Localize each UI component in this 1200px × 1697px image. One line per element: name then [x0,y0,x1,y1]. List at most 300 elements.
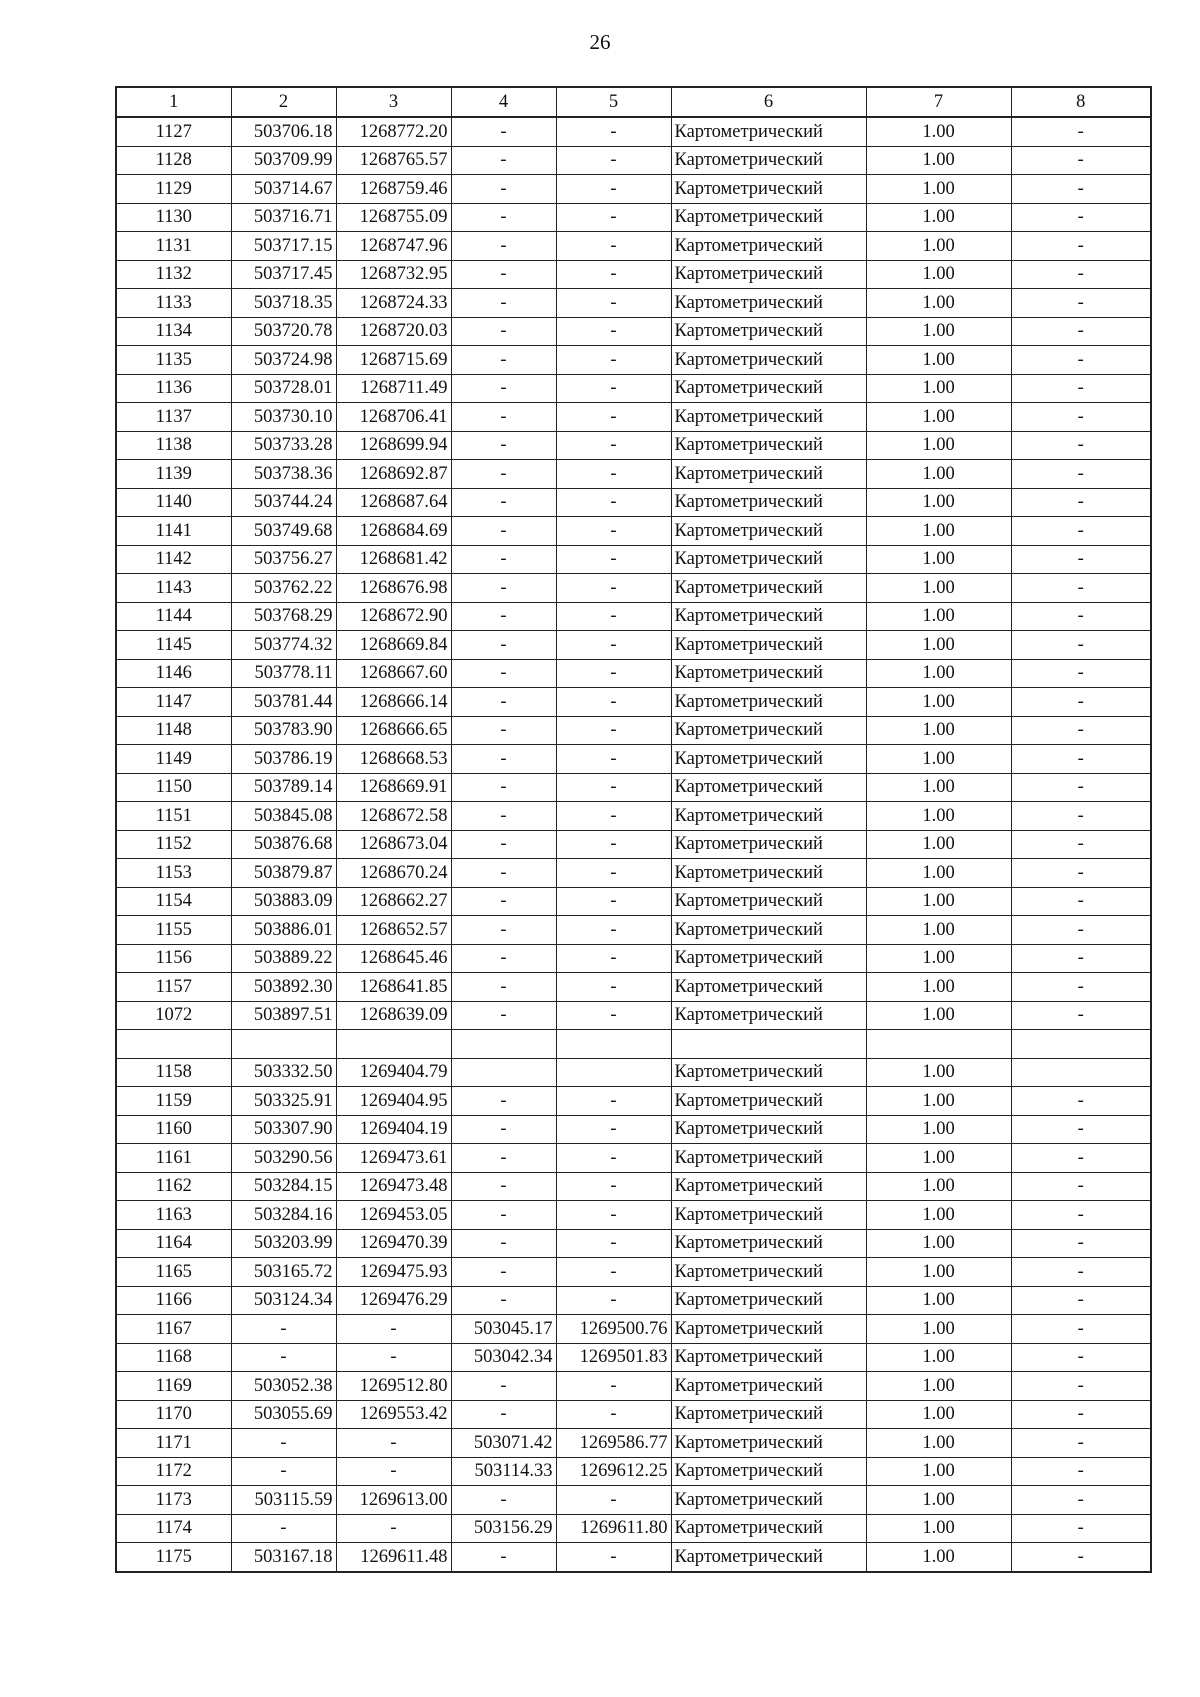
table-cell: 1269553.42 [336,1400,451,1429]
table-cell: 1268699.94 [336,431,451,460]
table-cell: 503738.36 [231,460,336,489]
table-cell: - [451,773,556,802]
table-cell: - [451,203,556,232]
table-cell: 1072 [116,1001,231,1030]
table-cell: 1269404.19 [336,1115,451,1144]
table-cell: 1.00 [866,602,1011,631]
table-cell: - [451,317,556,346]
table-cell: - [1011,1514,1151,1543]
table-cell: 503889.22 [231,944,336,973]
table-cell: 503720.78 [231,317,336,346]
table-cell: - [1011,887,1151,916]
table-cell: - [556,716,671,745]
table-row [116,1144,1151,1173]
table-row [116,488,1151,517]
table-cell: - [556,659,671,688]
table-cell: 1.00 [866,745,1011,774]
table-cell: 503774.32 [231,631,336,660]
table-cell: 1164 [116,1229,231,1258]
table-cell: 1.00 [866,1486,1011,1515]
table-cell: 1.00 [866,374,1011,403]
table-cell: 1166 [116,1286,231,1315]
table-cell: 1.00 [866,1543,1011,1572]
table-cell: 1268667.60 [336,659,451,688]
table-cell: 1132 [116,260,231,289]
table-cell: - [1011,1457,1151,1486]
table-cell: Картометрический [671,631,866,660]
table-cell: 1269453.05 [336,1201,451,1230]
table-cell: Картометрический [671,745,866,774]
table-cell: 1147 [116,688,231,717]
table-cell: Картометрический [671,1486,866,1515]
table-cell: 1133 [116,289,231,318]
table-cell: 1157 [116,973,231,1002]
table-row [116,1343,1151,1372]
table-cell: - [451,1286,556,1315]
table-cell: 1269500.76 [556,1315,671,1344]
table-cell: Картометрический [671,460,866,489]
table-cell: 1.00 [866,1201,1011,1230]
table-cell: 503749.68 [231,517,336,546]
table-cell: 1172 [116,1457,231,1486]
table-cell: 1268706.41 [336,403,451,432]
table-cell: Картометрический [671,1286,866,1315]
table-cell: 1.00 [866,260,1011,289]
table-cell: 1268692.87 [336,460,451,489]
column-header-7: 7 [866,87,1011,117]
table-cell: - [451,460,556,489]
table-cell: 1.00 [866,916,1011,945]
table-cell: - [1011,659,1151,688]
table-cell [1011,1058,1151,1087]
table-cell: 1141 [116,517,231,546]
table-cell: 1268672.58 [336,802,451,831]
table-cell: 503709.99 [231,146,336,175]
table-row [116,146,1151,175]
table-row [116,1058,1151,1087]
table-cell: Картометрический [671,146,866,175]
table-cell: 1152 [116,830,231,859]
table-cell: 503879.87 [231,859,336,888]
table-cell: 1269404.95 [336,1087,451,1116]
table-cell: 1269612.25 [556,1457,671,1486]
table-row [116,1201,1151,1230]
table-row [116,688,1151,717]
table-cell: 503786.19 [231,745,336,774]
table-cell: 1268681.42 [336,545,451,574]
table-cell: - [1011,1229,1151,1258]
table-cell [451,1058,556,1087]
table-cell: - [556,1001,671,1030]
table-row [116,374,1151,403]
table-cell: - [556,1115,671,1144]
table-cell: 503156.29 [451,1514,556,1543]
table-cell: Картометрический [671,1144,866,1173]
table-cell: 1136 [116,374,231,403]
table-cell: 1268639.09 [336,1001,451,1030]
table-cell: 503284.16 [231,1201,336,1230]
table-cell: 1148 [116,716,231,745]
table-cell: 1269512.80 [336,1372,451,1401]
table-cell: 503717.15 [231,232,336,261]
table-cell: 1161 [116,1144,231,1173]
table-cell [231,1030,336,1059]
table-cell: 1268711.49 [336,374,451,403]
table-cell: - [336,1457,451,1486]
table-cell: - [1011,1001,1151,1030]
table-cell: 1268755.09 [336,203,451,232]
table-row [116,545,1151,574]
table-cell: - [1011,374,1151,403]
table-cell: - [451,1144,556,1173]
table-cell: 1.00 [866,1087,1011,1116]
table-row [116,1315,1151,1344]
table-cell: 1137 [116,403,231,432]
table-cell: 1.00 [866,1001,1011,1030]
table-cell: - [451,1400,556,1429]
table-cell: 503052.38 [231,1372,336,1401]
table-cell: - [556,1201,671,1230]
table-cell: Картометрический [671,602,866,631]
table-row [116,317,1151,346]
table-cell: 1.00 [866,488,1011,517]
table-row [116,716,1151,745]
table-cell: - [556,859,671,888]
table-cell: Картометрический [671,1058,866,1087]
table-cell: 1268724.33 [336,289,451,318]
table-cell: - [556,802,671,831]
table-cell: - [1011,1429,1151,1458]
table-cell: - [451,117,556,146]
table-cell: Картометрический [671,260,866,289]
table-row [116,745,1151,774]
column-header-3: 3 [336,87,451,117]
table-cell: - [451,1372,556,1401]
table-cell: - [1011,260,1151,289]
table-cell: 1.00 [866,1172,1011,1201]
table-cell: Картометрический [671,1457,866,1486]
table-cell: - [451,146,556,175]
table-cell: Картометрический [671,1543,866,1572]
table-cell: Картометрический [671,574,866,603]
table-cell: - [1011,973,1151,1002]
table-row [116,1543,1151,1572]
table-cell: 1.00 [866,830,1011,859]
table-cell: - [1011,602,1151,631]
table-cell: 1268652.57 [336,916,451,945]
table-cell: - [451,232,556,261]
table-cell: 1.00 [866,574,1011,603]
table-cell: 1.00 [866,545,1011,574]
table-cell: 1.00 [866,117,1011,146]
table-cell: 503789.14 [231,773,336,802]
table-cell: - [556,574,671,603]
table-row [116,1229,1151,1258]
table-cell: Картометрический [671,1315,866,1344]
table-cell: 503781.44 [231,688,336,717]
table-cell: 1268666.65 [336,716,451,745]
table-cell: - [1011,1372,1151,1401]
table-cell: Картометрический [671,1087,866,1116]
table-cell: - [1011,545,1151,574]
table-cell: 503042.34 [451,1343,556,1372]
table-cell: Картометрический [671,289,866,318]
table-cell: 503744.24 [231,488,336,517]
table-row [116,574,1151,603]
table-cell: 1269476.29 [336,1286,451,1315]
table-cell: 1.00 [866,1343,1011,1372]
table-cell: 1144 [116,602,231,631]
table-cell: - [556,232,671,261]
table-cell: Картометрический [671,688,866,717]
table-cell: 1170 [116,1400,231,1429]
table-row [116,631,1151,660]
table-cell: 1.00 [866,403,1011,432]
table-row [116,1429,1151,1458]
table-cell: Картометрический [671,1115,866,1144]
table-cell: - [451,916,556,945]
table-row [116,203,1151,232]
table-cell: 1156 [116,944,231,973]
table-cell: - [1011,403,1151,432]
table-cell: - [556,175,671,204]
table-cell: 503332.50 [231,1058,336,1087]
table-cell: - [451,346,556,375]
table-row [116,1514,1151,1543]
table-cell: - [231,1457,336,1486]
table-row [116,517,1151,546]
table-cell: 503307.90 [231,1115,336,1144]
table-cell: 1268765.57 [336,146,451,175]
table-cell: 1.00 [866,973,1011,1002]
table-cell: 503845.08 [231,802,336,831]
table-cell: - [556,830,671,859]
table-cell: 503892.30 [231,973,336,1002]
table-cell: - [1011,716,1151,745]
table-cell: 1153 [116,859,231,888]
table-cell: - [1011,117,1151,146]
table-cell: - [451,1543,556,1572]
table-cell: Картометрический [671,117,866,146]
table-cell: - [451,859,556,888]
table-cell: 1154 [116,887,231,916]
table-cell: Картометрический [671,944,866,973]
table-cell: 1.00 [866,631,1011,660]
table-cell: 1158 [116,1058,231,1087]
table-cell: - [451,1201,556,1230]
table-cell: 503165.72 [231,1258,336,1287]
table-cell: 1.00 [866,175,1011,204]
table-cell: 503045.17 [451,1315,556,1344]
table-cell: - [451,688,556,717]
table-cell: - [451,289,556,318]
table-cell: - [1011,289,1151,318]
table-cell: - [556,1258,671,1287]
table-cell: 1162 [116,1172,231,1201]
table-cell: 1268676.98 [336,574,451,603]
table-cell: 503718.35 [231,289,336,318]
table-cell: - [556,631,671,660]
table-row [116,175,1151,204]
table-cell: Картометрический [671,317,866,346]
table-cell [336,1030,451,1059]
table-cell: - [556,117,671,146]
table-cell: 503886.01 [231,916,336,945]
table-cell: - [451,973,556,1002]
table-cell: Картометрический [671,374,866,403]
table-cell: 1268645.46 [336,944,451,973]
table-cell: Картометрический [671,431,866,460]
table-cell: - [556,1543,671,1572]
table-cell: 1268670.24 [336,859,451,888]
table-cell: 1.00 [866,1144,1011,1173]
table-cell: 1.00 [866,517,1011,546]
table-cell: 1.00 [866,203,1011,232]
table-cell: Картометрический [671,1201,866,1230]
table-cell: - [451,1172,556,1201]
table-row [116,602,1151,631]
table-cell: 1.00 [866,688,1011,717]
column-header-8: 8 [1011,87,1151,117]
table-cell: 1.00 [866,944,1011,973]
table-cell: 1269586.77 [556,1429,671,1458]
table-cell: Картометрический [671,1372,866,1401]
table-row [116,887,1151,916]
table-row [116,944,1151,973]
table-cell: - [1011,916,1151,945]
table-cell: 1268772.20 [336,117,451,146]
table-cell: - [231,1429,336,1458]
table-cell: 1268641.85 [336,973,451,1002]
table-cell: - [451,1258,556,1287]
table-cell: Картометрический [671,545,866,574]
table-cell: - [1011,346,1151,375]
table-cell: - [556,1087,671,1116]
table-cell: 1134 [116,317,231,346]
table-cell: 1269404.79 [336,1058,451,1087]
table-cell: 1268673.04 [336,830,451,859]
table-cell: - [451,1229,556,1258]
table-cell: Картометрический [671,517,866,546]
table-row [116,403,1151,432]
table-row [116,916,1151,945]
table-cell: 1146 [116,659,231,688]
table-cell: 503730.10 [231,403,336,432]
table-cell: - [451,602,556,631]
table-cell: 1.00 [866,887,1011,916]
table-cell: - [556,146,671,175]
table-cell: - [556,346,671,375]
column-header-6: 6 [671,87,866,117]
table-cell: 1.00 [866,773,1011,802]
coordinates-table [115,86,1152,1573]
table-cell: - [1011,1315,1151,1344]
table-cell: 1.00 [866,1372,1011,1401]
column-header-4: 4 [451,87,556,117]
table-row [116,1258,1151,1287]
table-cell: - [556,916,671,945]
table-row [116,232,1151,261]
table-cell: - [556,203,671,232]
table-cell: 1.00 [866,431,1011,460]
table-cell: - [451,517,556,546]
table-row [116,260,1151,289]
table-cell: - [451,716,556,745]
table-body [116,117,1151,1572]
table-cell: 503762.22 [231,574,336,603]
table-cell: - [231,1343,336,1372]
table-cell: 1269613.00 [336,1486,451,1515]
table-cell: 1268732.95 [336,260,451,289]
table-cell: 1268669.84 [336,631,451,660]
table-cell: - [1011,1486,1151,1515]
table-cell: - [556,260,671,289]
table-cell: 1269470.39 [336,1229,451,1258]
table-cell: - [451,1001,556,1030]
table-cell: 1169 [116,1372,231,1401]
table-cell: - [1011,431,1151,460]
table-cell: - [451,1087,556,1116]
table-row [116,346,1151,375]
table-cell: - [336,1315,451,1344]
table-cell: - [336,1429,451,1458]
table-cell: 1149 [116,745,231,774]
table-cell: - [1011,1543,1151,1572]
table-cell: 1139 [116,460,231,489]
table-cell: 1.00 [866,146,1011,175]
table-cell: - [451,1115,556,1144]
table-cell [116,1030,231,1059]
table-cell: - [451,631,556,660]
table-cell: Картометрический [671,232,866,261]
table-cell: - [1011,1286,1151,1315]
table-cell [451,1030,556,1059]
table-cell: - [336,1514,451,1543]
table-cell: 1129 [116,175,231,204]
table-cell: 1.00 [866,1457,1011,1486]
table-row [116,1087,1151,1116]
table-cell: - [556,887,671,916]
table-cell: 503876.68 [231,830,336,859]
table-cell: 1167 [116,1315,231,1344]
table-cell: - [556,1286,671,1315]
table-cell: 1.00 [866,1514,1011,1543]
table-cell: - [1011,232,1151,261]
table-row [116,1030,1151,1059]
table-cell: Картометрический [671,887,866,916]
table-cell: - [556,973,671,1002]
table-cell: Картометрический [671,488,866,517]
table-cell: 503115.59 [231,1486,336,1515]
table-cell: Картометрический [671,916,866,945]
table-cell: 1173 [116,1486,231,1515]
table-cell: Картометрический [671,859,866,888]
table-row [116,1457,1151,1486]
table-cell: 1160 [116,1115,231,1144]
table-cell [866,1030,1011,1059]
table-cell: 1268666.14 [336,688,451,717]
table-cell: 1268747.96 [336,232,451,261]
table-cell: 1269473.48 [336,1172,451,1201]
table-cell: 1.00 [866,802,1011,831]
table-cell: 1142 [116,545,231,574]
table-cell: - [451,944,556,973]
table-cell: - [1011,146,1151,175]
table-row [116,973,1151,1002]
column-header-5: 5 [556,87,671,117]
table-row [116,773,1151,802]
table-cell: - [1011,175,1151,204]
